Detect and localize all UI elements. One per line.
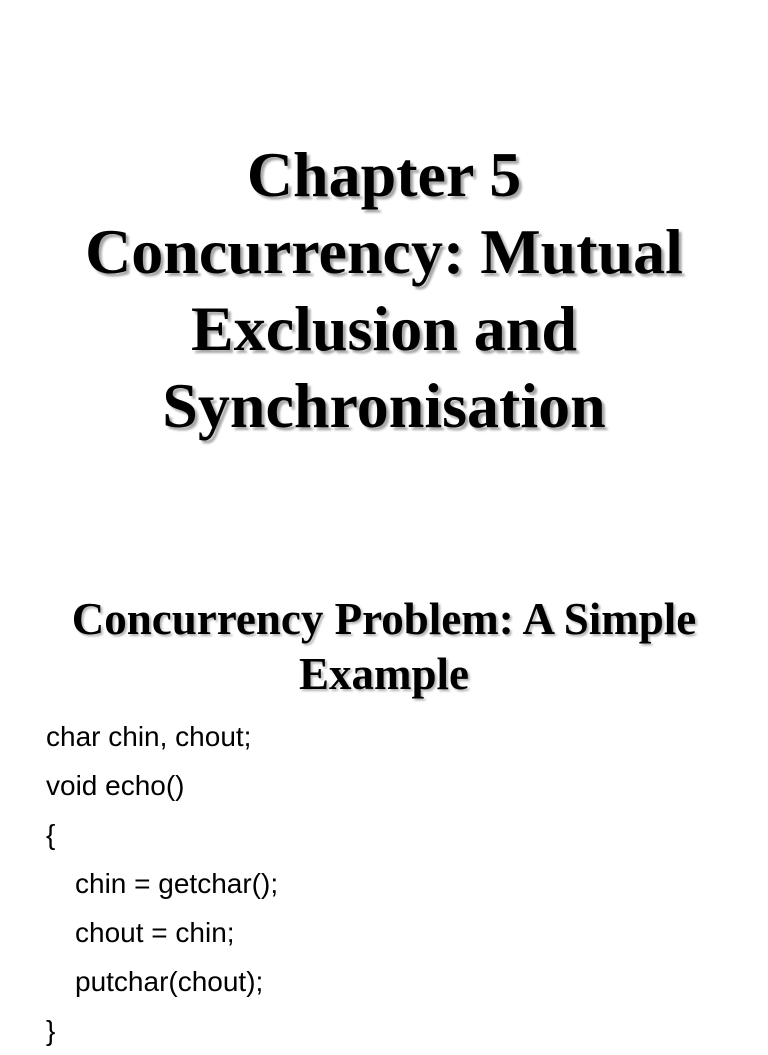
- code-line: chout = chin;: [75, 917, 235, 948]
- code-line: chin = getchar();: [75, 868, 279, 899]
- slide-title: [0, 136, 768, 444]
- slide-title-line: Chapter 5: [246, 139, 522, 210]
- slide-title-line: Exclusion and: [191, 293, 577, 364]
- section-title-line: Concurrency Problem: A Simple: [71, 594, 697, 644]
- code-line: {: [46, 819, 56, 850]
- slide-title-line: Synchronisation: [162, 370, 606, 441]
- code-line: putchar(chout);: [75, 966, 264, 997]
- section-title-line: Example: [298, 649, 469, 699]
- code-block: [46, 712, 746, 1055]
- slide-title-line: Concurrency: Mutual: [85, 216, 683, 287]
- section-title: [0, 592, 768, 702]
- code-line: }: [46, 1015, 56, 1046]
- code-line: char chin, chout;: [46, 721, 252, 752]
- code-line: void echo(): [46, 770, 185, 801]
